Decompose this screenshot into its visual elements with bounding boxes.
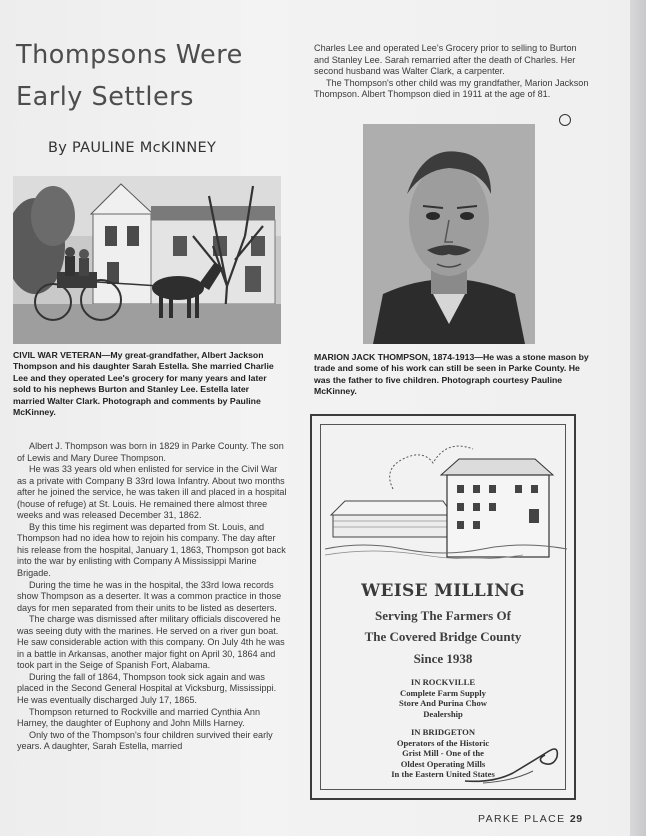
marion-thompson-portrait [363,124,535,344]
ad-rockville-block [321,677,565,719]
body-paragraph-7: Thompson returned to Rockville and married Cynthia Ann Harney, the daughter of Euphony and John Mills Harney. [17,706,260,729]
scroll-flourish-icon [463,743,563,787]
body-paragraph-2: He was 33 years old when enlisted for service in the Civil War as a private with Company B 33rd Iowa Infantry. About two months after he joined the service, he was taken ill and placed in a hospital (house of refuge) at St. Louis. He remained there almost three weeks and was released December 31, 1862. [17,464,287,521]
page-footer [478,813,583,825]
portrait-illustration [363,124,535,344]
page-edge [630,0,646,836]
body-paragraph-5: The charge was dismissed after military officials discovered he was seeing duty with the marines. He served on a river gun boat. He saw considerable action with this company. On July 4th he was in a battle in Arkansas, another major fight on April 30, 1864 and took part in the Seige of Spanish Fort, Alabama. [17,614,285,671]
title-line-1: Thompsons Were [16,40,243,70]
ad-bridgeton-line-3: Oldest Operating Mills [400,758,486,769]
caption-1-text: My great-grandfather, Albert Jackson Thompson and his daughter Sarah Estella. She married Charlie Lee and they operated Lee's grocery for many years and later sold to his nephews Burton and Stanley Lee. Estella later married Walter Clark. Photograph and comments by Pauline McKinney. [13,350,274,418]
ad-bridgeton-title: IN BRIDGETON [410,727,476,737]
ad-bridgeton-line-2: Grist Mill - One of the [402,748,484,759]
end-of-article-icon [559,114,571,126]
magazine-name: PARKE PLACE [478,813,566,825]
article-title [16,34,296,118]
article-continued-text [314,43,594,101]
body-paragraph-6: During the fall of 1864, Thompson took sick again and was placed in the Second General Hospital at Vicksburg, Mississippi. He was eventually discharged July 17, 1865. [17,671,277,706]
article-body [17,441,289,753]
ad-tagline-2: The Covered Bridge County [364,629,522,644]
caption-2-text: He was a stone mason by trade and some of his work can still be seen in Parke County. He was the father to five children. Photograph courtesy Pauline McKinney. [314,352,589,397]
photo-caption-2 [314,352,596,398]
caption-1-lead: CIVIL WAR VETERAN— [13,350,111,360]
body-paragraph-8: Only two of the Thompson's four children survived their early years. A daughter, Sarah Estella, married [17,729,273,752]
caption-2-lead: MARION JACK THOMPSON, 1874-1913— [314,352,483,362]
grist-mill-illustration [323,429,569,559]
ad-rockville-line-3: Dealership [423,708,463,719]
body-paragraph-1: Albert J. Thompson was born in 1829 in Parke County. The son of Lewis and Mary Duree Thompson. [17,441,284,463]
body-paragraph-4: During the time he was in the hospital, the 33rd Iowa records show Thompson as a deserter. It was a common practice in those days for men separated from their units to be listed as deserters. [17,579,282,613]
body-paragraph-r1: Charles Lee and operated Lee's Grocery prior to selling to Burton and Stanley Lee. Sarah remarried after the death of Charles. Her second husband was Walter Clark, a carpenter. [314,43,577,77]
ad-company-name: WEISE MILLING [361,581,525,601]
ad-rockville-line-2: Store And Purina Chow [399,698,487,709]
ad-bridgeton-line-1: Operators of the Historic [396,737,490,748]
ad-bridgeton-line-4: In the Eastern United States [391,769,495,780]
body-paragraph-3: By this time his regiment was departed from St. Louis, and Thompson had no idea how to rejoin his company. The day after his release from the hospital, January 1, 1863, Thompson got back into the war by enlisting with Company A Mississippi Marine Brigade. [17,521,286,579]
ad-rockville-line-1: Complete Farm Supply [400,687,486,698]
ad-rockville-title: IN ROCKVILLE [410,677,476,687]
ad-inner-border [320,424,566,790]
ad-since: Since 1938 [413,651,473,666]
byline: By PAULINE McKINNEY [48,140,217,156]
civil-war-veteran-photo [13,176,281,344]
photo-caption-1 [13,350,281,418]
ad-tagline-1: Serving The Farmers Of [375,608,511,623]
page-number: 29 [569,813,583,825]
body-paragraph-r2: The Thompson's other child was my grandfather, Marion Jackson Thompson. Albert Thompson died in 1911 at the age of 81. [314,77,589,100]
weise-milling-advertisement [310,414,576,800]
farmhouse-illustration [13,176,281,344]
title-line-2: Early Settlers [16,82,194,112]
